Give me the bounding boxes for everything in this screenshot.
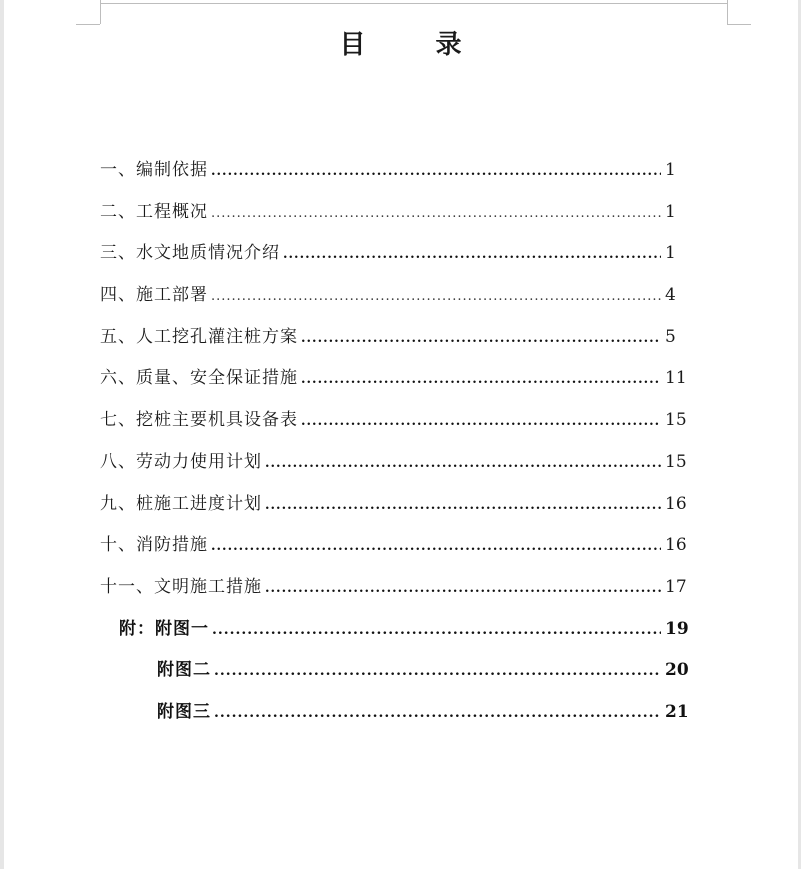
toc-entry-label: 四、施工部署 (100, 285, 208, 306)
toc-page-number: 19 (665, 618, 689, 639)
toc-page-number: 15 (665, 410, 687, 431)
toc-dot-leader (211, 193, 661, 235)
toc-page-number: 15 (665, 451, 687, 472)
toc-entry-9[interactable] (0, 484, 801, 526)
toc-entry-label: 附：附图一 (119, 618, 209, 639)
toc-dot-leader (211, 151, 661, 193)
toc-entry-label: 附图二 (157, 660, 211, 681)
toc-page-number: 17 (665, 576, 687, 597)
toc-entry-appendix-1[interactable] (0, 609, 801, 651)
toc-entry-2[interactable] (0, 192, 801, 234)
toc-entry-4[interactable] (0, 275, 801, 317)
toc-entry-appendix-2[interactable] (0, 650, 801, 692)
crop-mark-top-right-vertical (727, 0, 728, 24)
table-of-contents (0, 150, 801, 734)
toc-entry-10[interactable] (0, 525, 801, 567)
crop-mark-top-right (727, 24, 751, 25)
toc-page-number: 4 (665, 285, 676, 306)
toc-entry-label: 五、人工挖孔灌注桩方案 (100, 326, 298, 347)
toc-page-number: 16 (665, 535, 687, 556)
toc-dot-leader (265, 568, 661, 610)
toc-entry-1[interactable] (0, 150, 801, 192)
toc-dot-leader (301, 318, 661, 360)
toc-entry-appendix-3[interactable] (0, 692, 801, 734)
toc-dot-leader (301, 401, 661, 443)
toc-entry-label: 一、编制依据 (100, 160, 208, 180)
toc-entry-label: 三、水文地质情况介绍 (100, 243, 280, 264)
toc-dot-leader (214, 693, 661, 735)
toc-dot-leader (211, 276, 661, 318)
toc-entry-label: 附图三 (157, 701, 211, 722)
toc-dot-leader (265, 485, 661, 527)
toc-page-number: 1 (665, 201, 676, 222)
toc-entry-5[interactable] (0, 317, 801, 359)
toc-dot-leader (301, 359, 661, 401)
toc-dot-leader (211, 526, 661, 568)
page-title: 目 录 (339, 30, 484, 60)
toc-entry-label: 八、劳动力使用计划 (100, 451, 262, 472)
toc-entry-8[interactable] (0, 442, 801, 484)
toc-dot-leader (283, 234, 661, 276)
toc-entry-11[interactable] (0, 567, 801, 609)
toc-entry-label: 六、质量、安全保证措施 (100, 368, 298, 389)
toc-dot-leader (212, 610, 661, 652)
toc-page-number: 1 (665, 243, 676, 264)
toc-entry-label: 十一、文明施工措施 (100, 576, 262, 597)
toc-entry-label: 二、工程概况 (100, 201, 208, 222)
toc-page-number: 16 (665, 493, 687, 514)
toc-entry-label: 十、消防措施 (100, 535, 208, 556)
toc-page-number: 20 (665, 660, 689, 681)
toc-dot-leader (214, 651, 661, 693)
toc-page-number: 1 (665, 160, 676, 180)
toc-page-number: 11 (665, 368, 687, 389)
toc-entry-3[interactable] (0, 233, 801, 275)
toc-entry-label: 七、挖桩主要机具设备表 (100, 410, 298, 431)
toc-entry-6[interactable] (0, 358, 801, 400)
toc-dot-leader (265, 443, 661, 485)
toc-entry-7[interactable] (0, 400, 801, 442)
toc-page-number: 5 (665, 326, 676, 347)
toc-entry-label: 九、桩施工进度计划 (100, 493, 262, 514)
crop-mark-top-left (76, 24, 100, 25)
toc-page-number: 21 (665, 701, 689, 722)
page-top-margin-line (100, 3, 727, 4)
